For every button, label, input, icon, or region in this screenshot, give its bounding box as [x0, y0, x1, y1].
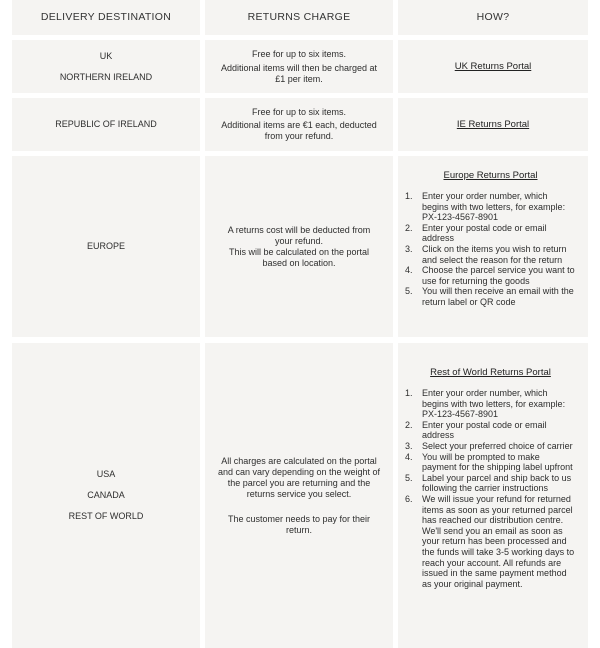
destination-europe: EUROPE [86, 241, 125, 251]
ie-charge-line-2: Additional items are €1 each, deducted from your refund. [221, 120, 377, 141]
header-returns-charge [205, 0, 393, 35]
eu-step-5-text: You will then receive an email with the return label or QR code [422, 286, 574, 307]
row-step: 4. You will be prompted to make payment for the shipping label upfront [405, 451, 573, 473]
destination-canada: CANADA [87, 490, 125, 500]
eu-charge-line-1: A returns cost will be deducted from your refund. [227, 224, 371, 246]
row-step: 2. Enter your postal code or email address [405, 419, 547, 441]
europe-returns-portal-link[interactable]: Europe Returns Portal [443, 170, 538, 181]
eu-step-1-text: Enter your order number, which begins with two letters, for example: PX-123-4567-8901 [422, 191, 566, 223]
row-how-cell [398, 343, 588, 648]
header-delivery-destination [12, 0, 200, 35]
uk-how-cell [398, 40, 588, 93]
ie-charge-cell [205, 98, 393, 151]
row-charge-line-2: The customer needs to pay for their return. [227, 513, 371, 535]
header-col1-label: DELIVERY DESTINATION [40, 11, 172, 23]
row-step: 6. We will issue your refund for returned items as soon as your returned parcel has reached our distribution centre. We'll send you an email as soon as your return has been processed and the funds will take 3-5 working days to reach your account. All refunds are issued in the same payment method as your original payment. [405, 493, 575, 589]
row-charge-line-1: All charges are calculated on the portal and can vary depending on the weight of the parcel you are returning and the returns service you select. [217, 455, 381, 499]
eu-link-wrap [405, 170, 576, 181]
ie-how-cell [398, 98, 588, 151]
row-steps-list [405, 388, 576, 589]
row-step: 5. Label your parcel and ship back to us following the carrier instructions [405, 472, 572, 494]
header-col3-label: HOW? [476, 11, 510, 23]
row-step-1-text: Enter your order number, which begins with two letters, for example: PX-123-4567-8901 [422, 388, 566, 420]
ie-charge-line-1: Free for up to six items. [251, 107, 347, 117]
header-col2-label: RETURNS CHARGE [247, 11, 351, 23]
row-step-5-text: Label your parcel and ship back to us following the carrier instructions [422, 472, 572, 494]
destination-usa: USA [96, 469, 116, 479]
eu-step-4-text: Choose the parcel service you want to use for returning the goods [422, 265, 575, 286]
destination-rest-of-world: REST OF WORLD [68, 511, 144, 521]
rest-of-world-returns-portal-link[interactable]: Rest of World Returns Portal [430, 367, 551, 378]
uk-returns-portal-link[interactable]: UK Returns Portal [454, 61, 532, 72]
row-step-2-text: Enter your postal code or email address [422, 419, 547, 441]
row-step: 1. Enter your order number, which begins with two letters, for example: PX-123-4567-8901 [405, 388, 566, 420]
eu-step: 5. You will then receive an email with the return label or QR code [405, 286, 574, 307]
ie-destination-cell [12, 98, 200, 151]
uk-charge-line-1: Free for up to six items. [251, 48, 347, 59]
ie-returns-portal-link[interactable]: IE Returns Portal [456, 119, 530, 130]
eu-steps-list [405, 191, 576, 308]
eu-charge-cell [205, 156, 393, 337]
row-charge-cell [205, 343, 393, 648]
eu-how-cell [398, 156, 588, 337]
destination-republic-of-ireland: REPUBLIC OF IRELAND [55, 119, 157, 129]
eu-step-2-text: Enter your postal code or email address [422, 222, 547, 244]
row-step-6-text: We will issue your refund for returned items as soon as your returned parcel has reached our distribution centre. We'll send you an email as soon as your return has been processed and the funds will take 3-5 working days to reach your account. All refunds are issued in the same payment method as your original payment. [422, 493, 575, 589]
eu-step: 3. Click on the items you wish to return and select the reason for the return [405, 243, 567, 265]
eu-destination-cell [12, 156, 200, 337]
row-link-wrap [405, 367, 576, 378]
uk-destination-cell [12, 40, 200, 93]
header-how [398, 0, 588, 35]
row-step-4-text: You will be prompted to make payment for the shipping label upfront [422, 451, 573, 473]
destination-northern-ireland: NORTHERN IRELAND [59, 71, 153, 82]
eu-step-3-text: Click on the items you wish to return and select the reason for the return [422, 243, 567, 265]
row-step: 3. Select your preferred choice of carrier [405, 440, 573, 451]
eu-step: 4. Choose the parcel service you want to use for returning the goods [405, 265, 575, 286]
eu-step: 1. Enter your order number, which begins with two letters, for example: PX-123-4567-8901 [405, 191, 566, 223]
destination-uk: UK [99, 50, 113, 61]
eu-step: 2. Enter your postal code or email address [405, 222, 547, 244]
eu-charge-line-2: This will be calculated on the portal based on location. [228, 246, 370, 268]
uk-charge-line-2: Additional items will then be charged at £1 per item. [220, 62, 378, 84]
row-step-3-text: Select your preferred choice of carrier [422, 440, 573, 451]
row-destination-cell [12, 343, 200, 648]
uk-charge-cell [205, 40, 393, 93]
